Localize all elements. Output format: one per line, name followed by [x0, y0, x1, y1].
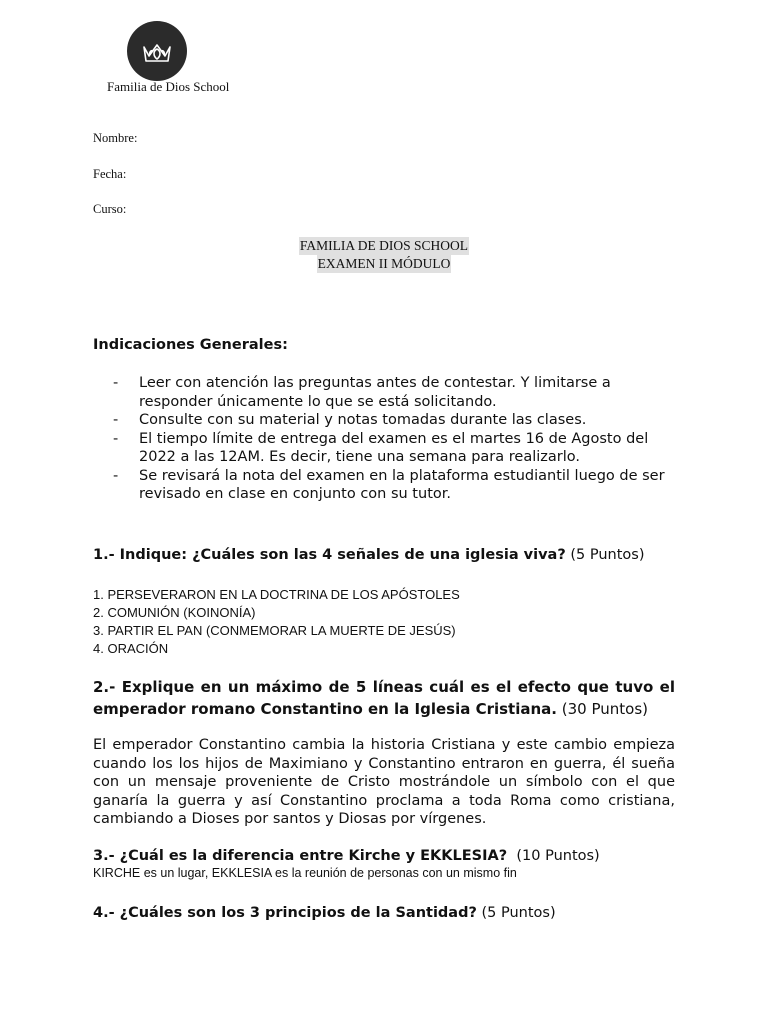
question-1-points: (5 Puntos) [565, 547, 645, 563]
instruction-text: Se revisará la nota del examen en la plataforma estudiantil luego de ser revisado en clase en conjunto con su tutor. [139, 467, 665, 502]
course-field-label: Curso: [93, 202, 127, 216]
crown-leaf-icon [141, 37, 173, 65]
answer-item: 4. ORACIÓN [93, 641, 169, 656]
question-3-points: (10 Puntos) [507, 848, 600, 864]
instruction-text: El tiempo límite de entrega del examen es el martes 16 de Agosto del 2022 a las 12AM. Es decir, tiene una semana para realizarlo. [139, 430, 649, 465]
question-3-text: 3.- ¿Cuál es la diferencia entre Kirche y EKKLESIA? [93, 848, 508, 864]
list-item: - Consulte con su material y notas tomadas durante las clases. [113, 411, 673, 430]
question-1-answers [93, 586, 460, 658]
list-item: - Leer con atención las preguntas antes de contestar. Y limitarse a responder únicamente lo que se está solicitando. [113, 374, 673, 411]
question-2 [93, 676, 675, 720]
question-2-text: 2.- Explique en un máximo de 5 líneas cuál es el efecto que tuvo el emperador romano Constantino en la Iglesia Cristiana. [93, 678, 675, 718]
instruction-text: Consulte con su material y notas tomadas durante las clases. [139, 412, 587, 428]
question-2-points: (30 Puntos) [556, 700, 648, 718]
answer-item: 3. PARTIR EL PAN (CONMEMORAR LA MUERTE DE JESÚS) [93, 623, 456, 638]
name-field-label: Nombre: [93, 131, 138, 145]
question-4-text: 4.- ¿Cuáles son los 3 principios de la Santidad? [93, 905, 477, 921]
instruction-text: Leer con atención las preguntas antes de contestar. Y limitarse a responder únicamente lo que se está solicitando. [139, 375, 611, 410]
date-field-label: Fecha: [93, 167, 127, 181]
question-3 [93, 846, 600, 867]
question-2-answer: El emperador Constantino cambia la historia Cristiana y este cambio empieza cuando los los hijos de Maximiano y Constantino entraron en guerra, él sueña con un mensaje proveniente de Cristo mostrándole un símbolo con el que ganaría la guerra y así Constantino proclama a toda Roma como cristiana, cambiando a Dioses por santos y Diosas por vírgenes. [93, 737, 675, 828]
question-4 [93, 903, 556, 924]
exam-title-line-2: EXAMEN II MÓDULO [317, 256, 451, 271]
answer-item: 2. COMUNIÓN (KOINONÍA) [93, 605, 256, 620]
question-1-text: 1.- Indique: ¿Cuáles son las 4 señales de una iglesia viva? [93, 547, 566, 563]
instructions-heading: Indicaciones Generales: [93, 337, 288, 353]
instructions-list [113, 374, 673, 504]
school-logo [127, 21, 187, 81]
exam-title-line-1: FAMILIA DE DIOS SCHOOL [299, 238, 469, 253]
question-3-answer: KIRCHE es un lugar, EKKLESIA es la reunión de personas con un mismo fin [93, 866, 517, 880]
list-item: - El tiempo límite de entrega del examen es el martes 16 de Agosto del 2022 a las 12AM. Es decir, tiene una semana para realizarlo. [113, 430, 673, 467]
answer-item: 1. PERSEVERARON EN LA DOCTRINA DE LOS APÓSTOLES [93, 587, 460, 602]
question-4-points: (5 Puntos) [476, 905, 556, 921]
list-item: - Se revisará la nota del examen en la plataforma estudiantil luego de ser revisado en clase en conjunto con su tutor. [113, 467, 673, 504]
school-name: Familia de Dios School [107, 79, 230, 94]
question-1 [93, 545, 645, 566]
exam-title [0, 237, 768, 273]
